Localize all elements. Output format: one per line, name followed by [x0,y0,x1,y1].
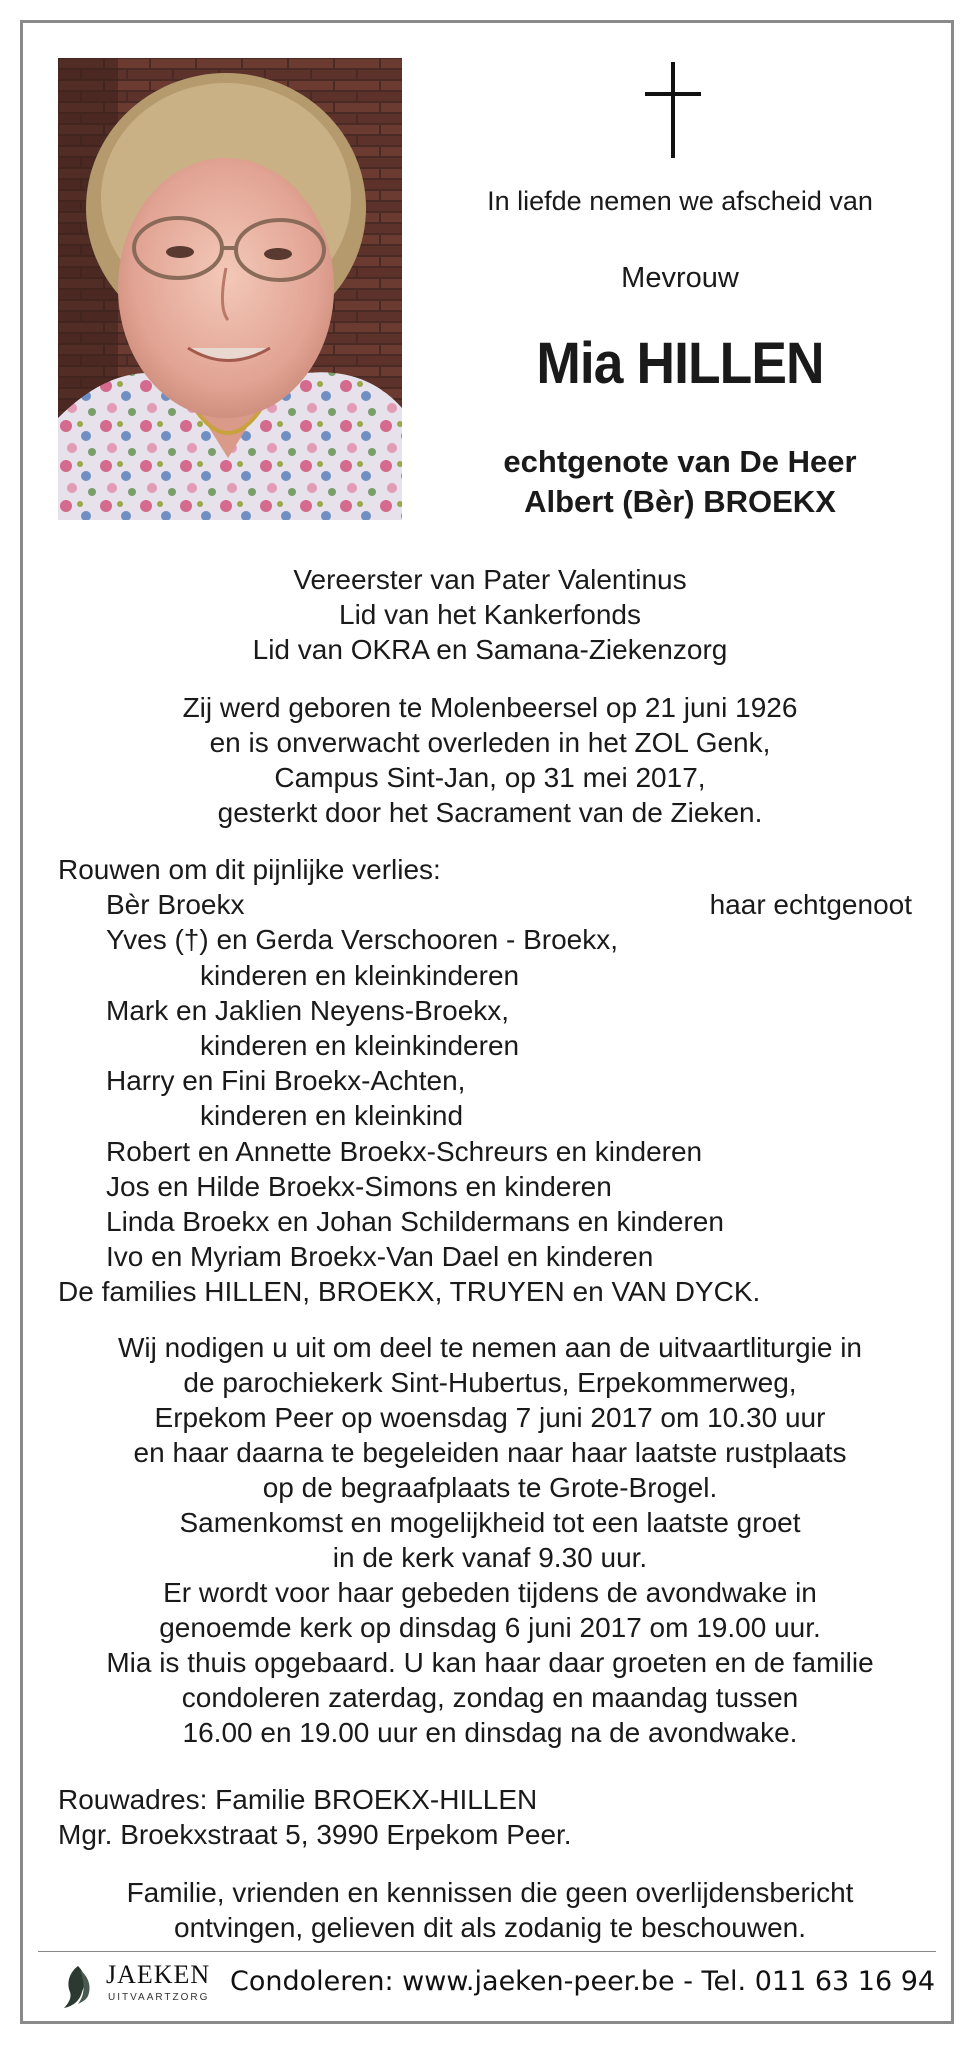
mourner-name: Bèr Broekx [106,889,245,921]
mourner-line: kinderen en kleinkinderen [200,959,520,991]
funeral-details [0,1330,980,1750]
funeral-line: Samenkomst en mogelijkheid tot een laatste groet [179,1507,801,1538]
mourner-lines [58,922,928,1309]
mourner-line: kinderen en kleinkinderen [200,1029,520,1061]
bird-logo-icon [60,1962,96,2010]
funeral-line: condoleren zaterdag, zondag en maandag tussen [181,1682,799,1713]
funeral-line: op de begraafplaats te Grote-Brogel. [262,1472,718,1503]
funeral-line: de parochiekerk Sint-Hubertus, Erpekommerweg, [183,1367,797,1398]
funeral-line: Erpekom Peer op woensdag 7 juni 2017 om 10.30 uur [154,1402,826,1433]
notice-line: ontvingen, gelieven dit als zodanig te beschouwen. [174,1912,806,1943]
funeral-line: 16.00 en 19.00 uur en dinsdag na de avondwake. [182,1717,798,1748]
mourner-line: Yves (†) en Gerda Verschooren - Broekx, [106,924,619,956]
mourner-line: Robert en Annette Broekx-Schreurs en kinderen [106,1135,703,1167]
birth-death-line: gesterkt door het Sacrament van de Zieken. [217,797,763,828]
birth-death-line: Zij werd geboren te Molenbeersel op 21 juni 1926 [182,692,798,723]
mourning-address [58,1782,572,1852]
membership-line: Vereerster van Pater Valentinus [293,564,687,595]
intro-text: In liefde nemen we afscheid van [487,186,873,216]
membership-line: Lid van het Kankerfonds [339,599,641,630]
birth-death-info [0,690,980,830]
mourner-line: Jos en Hilde Broekx-Simons en kinderen [106,1170,612,1202]
mourner-line: kinderen en kleinkind [200,1100,464,1132]
mourner-line: De families HILLEN, BROEKX, TRUYEN en VAN DYCK. [58,1276,761,1308]
funeral-line: in de kerk vanaf 9.30 uur. [332,1542,648,1573]
address-line-1: Rouwadres: Familie BROEKX-HILLEN [58,1784,538,1815]
funeral-line: Er wordt voor haar gebeden tijdens de avondwake in [163,1577,817,1608]
mourner-row-spouse [58,887,928,922]
funeral-line: Mia is thuis opgebaard. U kan haar daar groeten en de familie [106,1647,874,1678]
portrait-photo [58,58,402,520]
notice-text [0,1875,980,1945]
jaeken-logo [60,1958,230,2014]
spouse-info [430,442,930,522]
deceased-name: Mia HILLEN [536,331,824,396]
cross-icon [645,62,701,158]
brand-name: JAEKEN [106,1960,211,1989]
footer-divider [38,1951,936,1952]
birth-death-line: Campus Sint-Jan, op 31 mei 2017, [274,762,706,793]
funeral-line: genoemde kerk op dinsdag 6 juni 2017 om 19.00 uur. [159,1612,821,1643]
membership-line: Lid van OKRA en Samana-Ziekenzorg [252,634,728,665]
address-line-2: Mgr. Broekxstraat 5, 3990 Erpekom Peer. [58,1819,572,1850]
birth-death-line: en is onverwacht overleden in het ZOL Genk, [209,727,771,758]
mourners-list [58,852,928,1309]
mourner-line: Ivo en Myriam Broekx-Van Dael en kinderen [106,1241,654,1273]
condolences-contact: Condoleren: www.jaeken-peer.be - Tel. 011 63 16 94 [230,1966,936,1997]
funeral-line: en haar daarna te begeleiden naar haar laatste rustplaats [133,1437,847,1468]
notice-line: Familie, vrienden en kennissen die geen overlijdensbericht [126,1877,854,1908]
spouse-line-2: Albert (Bèr) BROEKX [524,484,836,519]
memberships [0,562,980,667]
spouse-line-1: echtgenote van De Heer [503,444,857,479]
mourner-line: Linda Broekx en Johan Schildermans en kinderen [106,1205,724,1237]
mourner-relation: haar echtgenoot [709,889,912,921]
honorific: Mevrouw [621,262,739,294]
mourner-line: Harry en Fini Broekx-Achten, [106,1065,466,1097]
funeral-line: Wij nodigen u uit om deel te nemen aan de uitvaartliturgie in [118,1332,862,1363]
mourner-line: Mark en Jaklien Neyens-Broekx, [106,994,510,1026]
mourners-heading: Rouwen om dit pijnlijke verlies: [58,854,441,885]
brand-subtitle: UITVAARTZORG [108,1992,210,2003]
